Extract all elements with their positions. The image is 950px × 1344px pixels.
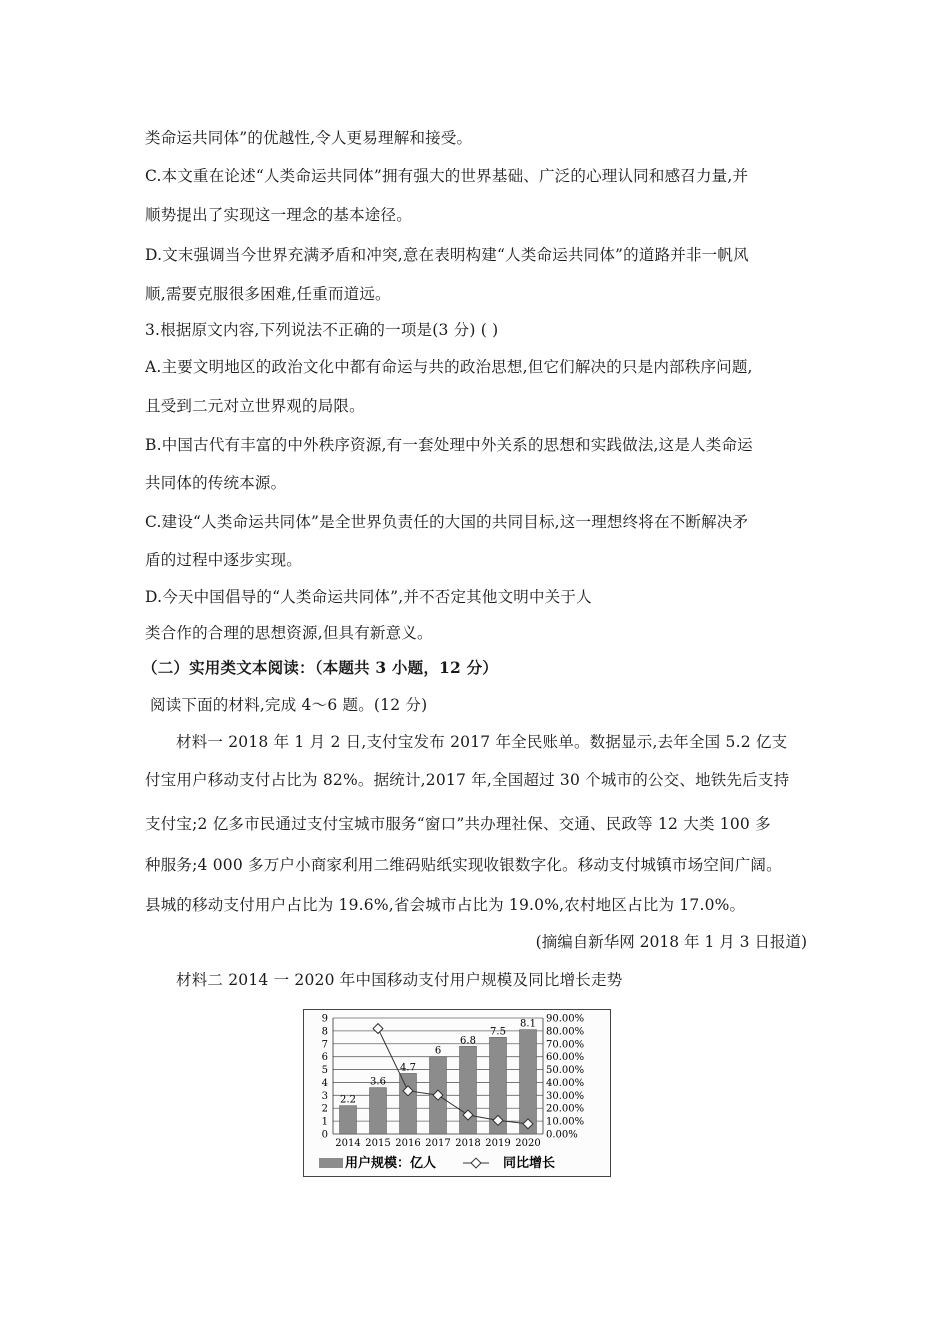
user-scale-chart (303, 1009, 611, 1177)
option-d-line1: D.文末强调当今世界充满矛盾和冲突,意在表明构建“人类命运共同体”的道路并非一帆风 (145, 246, 749, 264)
left-tick-label: 9 (321, 1013, 328, 1025)
x-tick-label: 2019 (485, 1138, 511, 1149)
bar (460, 1046, 477, 1134)
paragraph-line: 类命运共同体”的优越性,令人更易理解和接受。 (145, 129, 473, 147)
material1-line: 种服务;4 000 多万户小商家利用二维码贴纸实现收银数字化。移动支付城镇市场空间广阔。 (145, 856, 782, 874)
left-tick-label: 5 (321, 1065, 328, 1077)
option-c-line1: C.建设“人类命运共同体”是全世界负责任的大国的共同目标,这一理想终将在不断解决矛 (145, 513, 749, 531)
legend-bar-label: 用户规模：亿人 (345, 1156, 437, 1171)
option-d-line2: 类合作的合理的思想资源,但具有新意义。 (145, 624, 433, 642)
right-tick-label: 20.00% (546, 1103, 585, 1115)
x-tick-label: 2014 (335, 1138, 361, 1149)
material1-line: 支付宝;2 亿多市民通过支付宝城市服务“窗口”共办理社保、交通、民政等 12 大类 100 多 (145, 815, 771, 833)
x-tick-label: 2016 (395, 1138, 421, 1149)
material1-source: (摘编自新华网 2018 年 1 月 3 日报道) (535, 933, 807, 951)
x-tick-label: 2020 (515, 1138, 541, 1149)
bar-value-label: 7.5 (490, 1026, 506, 1038)
right-tick-label: 30.00% (546, 1090, 585, 1102)
left-tick-label: 6 (321, 1052, 328, 1064)
left-tick-label: 8 (321, 1026, 328, 1038)
option-c-line1: C.本文重在论述“人类命运共同体”拥有强大的世界基础、广泛的心理认同和感召力量,并 (145, 167, 749, 185)
right-tick-label: 70.00% (546, 1039, 585, 1051)
option-c-line2: 顺势提出了实现这一理念的基本途径。 (145, 206, 412, 224)
bar-value-label: 3.6 (370, 1076, 386, 1088)
bar (400, 1073, 417, 1134)
option-d-line1: D.今天中国倡导的“人类命运共同体”,并不否定其他文明中关于人 (145, 588, 592, 606)
right-tick-label: 50.00% (546, 1065, 585, 1077)
right-tick-label: 10.00% (546, 1116, 585, 1128)
material1-line: 县城的移动支付用户占比为 19.6%,省会城市占比为 19.0%,农村地区占比为 17.0%。 (145, 896, 746, 914)
option-a-line2: 且受到二元对立世界观的局限。 (145, 397, 365, 415)
question-3-stem: 3.根据原文内容,下列说法不正确的一项是(3 分) ( ) (145, 321, 499, 339)
bar-value-label: 4.7 (400, 1062, 416, 1074)
bar-value-label: 8.1 (520, 1018, 536, 1030)
chart-svg (303, 1009, 611, 1177)
bar-value-label: 6.8 (460, 1035, 476, 1047)
material1-line: 付宝用户移动支付占比为 82%。据统计,2017 年,全国超过 30 个城市的公交、地铁先后支持 (145, 771, 790, 789)
left-tick-label: 2 (321, 1103, 328, 1115)
legend-bar-swatch (319, 1158, 343, 1168)
x-tick-label: 2017 (425, 1138, 451, 1149)
right-tick-label: 80.00% (546, 1026, 585, 1038)
bar (340, 1106, 357, 1134)
bar (370, 1088, 387, 1134)
left-tick-label: 3 (321, 1090, 328, 1102)
bar-value-label: 2.2 (340, 1094, 356, 1106)
option-b-line1: B.中国古代有丰富的中外秩序资源,有一套处理中外关系的思想和实践做法,这是人类命运 (145, 436, 753, 454)
left-tick-label: 7 (321, 1039, 328, 1051)
right-tick-label: 90.00% (546, 1013, 585, 1025)
x-tick-label: 2015 (365, 1138, 391, 1149)
option-d-line2: 顺,需要克服很多困难,任重而道远。 (145, 285, 391, 303)
legend-line-label: 同比增长 (503, 1156, 556, 1171)
left-tick-label: 0 (321, 1129, 328, 1141)
bar-value-label: 6 (434, 1045, 442, 1057)
material2-title: 材料二 2014 一 2020 年中国移动支付用户规模及同比增长走势 (176, 971, 623, 989)
right-tick-label: 60.00% (546, 1052, 585, 1064)
option-c-line2: 盾的过程中逐步实现。 (145, 551, 303, 569)
right-tick-label: 0.00% (546, 1129, 578, 1141)
option-a-line1: A.主要文明地区的政治文化中都有命运与共的政治思想,但它们解决的只是内部秩序问题, (145, 358, 753, 376)
right-tick-label: 40.00% (546, 1077, 585, 1089)
x-tick-label: 2018 (455, 1138, 481, 1149)
material1-line: 材料一 2018 年 1 月 2 日,支付宝发布 2017 年全民账单。数据显示,去年全国 5.2 亿支 (176, 733, 788, 751)
left-tick-label: 1 (321, 1116, 328, 1128)
option-b-line2: 共同体的传统本源。 (145, 474, 287, 492)
left-tick-label: 4 (321, 1077, 328, 1089)
instruction: 阅读下面的材料,完成 4～6 题。(12 分) (150, 696, 428, 714)
section-title: （二）实用类文本阅读：（本题共 3 小题，12 分） (142, 658, 498, 677)
